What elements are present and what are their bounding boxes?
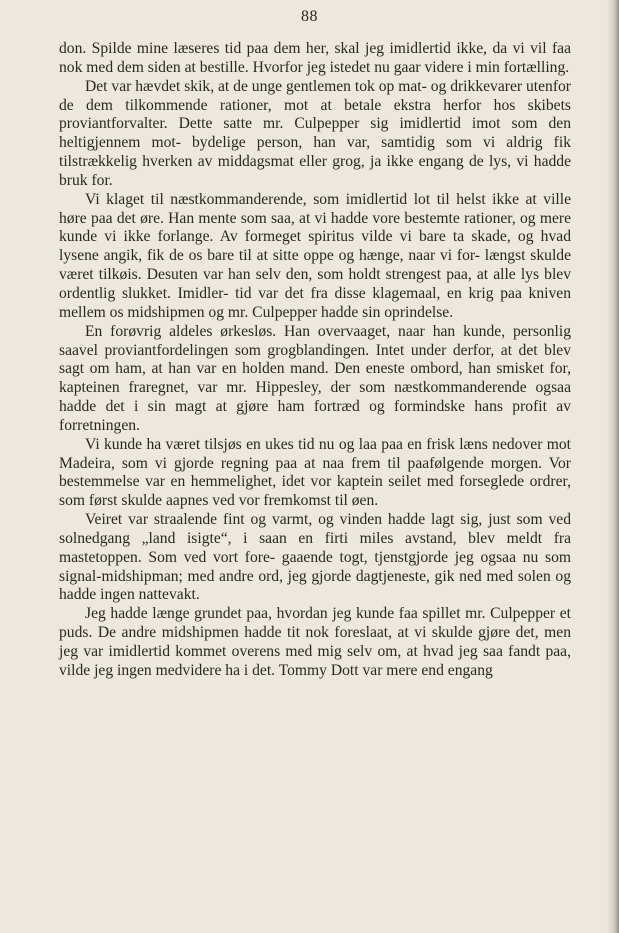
paragraph-5: Vi kunde ha været tilsjøs en ukes tid nu og laa paa en frisk læns nedover mot Madeira, som vi gjorde regning paa at naa frem til paafølgende morgen. Vor bestemmelse var en hemmelighet, idet vor kaptein seilet med forseglede ordrer, som først skulde aapnes ved vor fremkomst til øen.: [59, 435, 571, 510]
page-number: 88: [301, 8, 318, 25]
paragraph-7: Jeg hadde længe grundet paa, hvordan jeg kunde faa spillet mr. Culpepper et puds. De andre midshipmen hadde tit nok foreslaat, at vi skulde gjøre det, men jeg var imidlertid kommet overens med mig selv om, at hvad jeg saa fandt paa, vilde jeg ingen medvidere ha i det. Tommy Dott var mere end engang: [59, 605, 571, 679]
paragraph-6: Veiret var straalende fint og varmt, og vinden hadde lagt sig, just som ved solnedgang „land isigte“, i saan en firti miles avstand, blev meldt fra mastetoppen. Som ved vort fore- gaaende togt, tjenstgjorde jeg ogsaa nu som signal-midshipman; med andre ord, jeg gjorde dagtjeneste, gik ned med solen og hadde ingen nattevakt.: [59, 511, 571, 604]
paragraph-2: Det var hævdet skik, at de unge gentlemen tok op mat- og drikkevarer utenfor de dem tilkommende rationer, mot at betale ekstra herfor hos skibets proviantforvalter. Dette satte mr. Culpepper sig imidlertid imot som den heltigjennem mot- bydelige person, han var, samtidig som vi aldrig fik tilstrækkelig hverken av middagsmat eller grog, ja ikke engang de lys, vi hadde bruk for.: [59, 77, 571, 189]
paragraph-4: En forøvrig aldeles ørkesløs. Han overvaaget, naar han kunde, personlig saavel proviantfordelingen som grogblandingen. Intet under derfor, at det blev sagt om ham, at han var en holden mand. Den eneste ombord, han smisket for, kapteinen fraregnet, var mr. Hippesley, der som næstkommanderende ogsaa hadde det i sin magt at gjøre ham fortræd og formindske hans profit av forretningen.: [59, 322, 571, 434]
paragraph-3: Vi klaget til næstkommanderende, som imidlertid lot til helst ikke at ville høre paa det øre. Han mente som saa, at vi hadde vore bestemte rationer, og mere kunde vi ikke forlange. Av formeget spiritus vilde vi bare ta skade, og hvad lysene angik, fik de os bare til at sitte oppe og hænge, naar vi for- længst skulde været tilkøis. Desuten var han selv den, som holdt strengest paa, at alle lys blev ordentlig slukket. Imidler- tid var det fra disse klagemaal, en krig paa kniven mellem os midshipmen og mr. Culpepper hadde sin oprindelse.: [59, 190, 571, 321]
page-edge-shadow: [607, 0, 619, 933]
paragraph-1: don. Spilde mine læseres tid paa dem her, skal jeg imidlertid ikke, da vi vil faa nok med dem siden at bestille. Hvorfor jeg istedet nu gaar videre i min fortælling.: [59, 40, 571, 76]
body-text: [59, 40, 571, 681]
